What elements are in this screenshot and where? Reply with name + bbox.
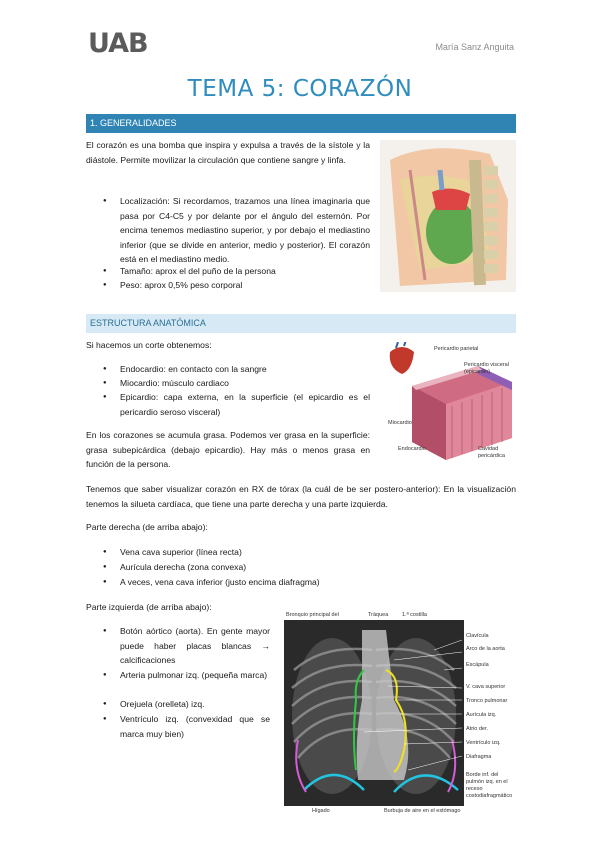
intro-paragraph: El corazón es una bomba que inspira y expulsa a través de la sístole y la diástole. Permite movilizar la circulación que contiene sangre y linfa.	[86, 140, 370, 165]
xray-label-auricula-izq: Aurícula izq.	[466, 712, 497, 718]
xray-label-diafragma: Diafragma	[466, 754, 492, 760]
xray-label-costilla: 1.ª costilla	[402, 612, 427, 618]
page-title: TEMA 5: CORAZÓN	[187, 76, 413, 102]
section-heading-generalidades: 1. GENERALIDADES	[86, 114, 516, 133]
xray-label-burbuja-aire: Burbuja de aire en el estómago	[384, 808, 461, 814]
section-heading-estructura: ESTRUCTURA ANATÓMICA	[86, 314, 516, 333]
fat-paragraph: En los corazones se acumula grasa. Podemos ver grasa en la superficie: grasa subepicárdica (debajo epicardio). Hay más o menos grasa en función de la persona.	[86, 430, 370, 469]
bullet-vena-cava-superior: ● Vena cava superior (línea recta)	[120, 545, 370, 560]
author-name: María Sanz Anguita	[435, 42, 514, 52]
xray-label-borde-pulmon: Borde inf. del pulmón izq. en el receso costodiafragmático	[466, 772, 513, 799]
xray-label-tronco-pulmonar: Tronco pulmonar	[466, 698, 508, 704]
right-side-heading: Parte derecha (de arriba abajo):	[86, 522, 208, 532]
xray-label-higado: Hígado	[312, 808, 330, 814]
bullet-vena-cava-inferior: ● A veces, vena cava inferior (justo encima diafragma)	[120, 575, 370, 590]
left-side-heading: Parte izquierda (de arriba abajo):	[86, 602, 212, 612]
bullet-arteria-pulmonar: ● Arteria pulmonar izq. (pequeña marca)	[120, 668, 270, 683]
bullet-orejuela: ● Orejuela (orelleta) izq.	[120, 697, 270, 712]
bullet-tamano: ● Tamaño: aprox el del puño de la persona	[120, 264, 370, 279]
label-cavidad-pericardica: Cavidad pericárdica	[478, 446, 505, 459]
chest-xray-figure	[284, 620, 464, 806]
cut-intro: Si hacemos un corte obtenemos:	[86, 340, 212, 350]
xray-label-clavicula: Clavícula	[466, 633, 489, 639]
bullet-ventriculo: ● Ventrículo izq. (convexidad que se marca muy bien)	[120, 712, 270, 741]
xray-label-bronquio: Bronquio principal del	[286, 612, 339, 618]
bullet-peso: ● Peso: aprox 0,5% peso corporal	[120, 278, 370, 293]
bullet-endocardio: ● Endocardio: en contacto con la sangre	[120, 362, 370, 377]
bullet-epicardio: ● Epicardio: capa externa, en la superficie (el epicardio es el pericardio seroso visceral)	[120, 390, 370, 419]
label-pericardio-visceral: Pericardio visceral (epicardio)	[464, 362, 509, 375]
xray-label-vena-cava: V. cava superior	[466, 684, 506, 690]
xray-intro: Tenemos que saber visualizar corazón en RX de tórax (la cuál de be ser postero-anterior): En la visualización tenemos la silueta cardíaca, que tiene una parte derecha y una parte izquierda.	[86, 484, 516, 509]
mediastinum-figure	[380, 140, 516, 292]
xray-label-atrio-der: Atrio der.	[466, 726, 489, 732]
bullet-auricula-derecha: ● Aurícula derecha (zona convexa)	[120, 560, 370, 575]
xray-label-traquea: Tráquea	[368, 612, 389, 618]
label-endocardio: Endocardio	[398, 446, 426, 452]
label-pericardio-parietal: Pericardio parietal	[434, 346, 479, 352]
bullet-boton-aortico: ● Botón aórtico (aorta). En gente mayor puede haber placas blancas → calcificaciones	[120, 624, 270, 668]
uab-logo: UAB	[88, 28, 148, 59]
bullet-localizacion: ● Localización: Si recordamos, trazamos una línea imaginaria que pasa por C4-C5 y por delante por el ángulo del esternón. Por encima tenemos mediastino superior, y por debajo el mediastino inferior (que se divide en anterior, medio y posterior). El corazón está en el mediastino medio.	[120, 194, 370, 267]
label-miocardio: Miocardio	[388, 420, 412, 426]
xray-label-ventriculo-izq: Ventrículo izq.	[466, 740, 501, 746]
bullet-miocardio: ● Miocardio: músculo cardiaco	[120, 376, 370, 391]
xray-label-escapula: Escápula	[466, 662, 489, 668]
xray-label-arco-aorta: Arco de la aorta	[466, 646, 505, 652]
